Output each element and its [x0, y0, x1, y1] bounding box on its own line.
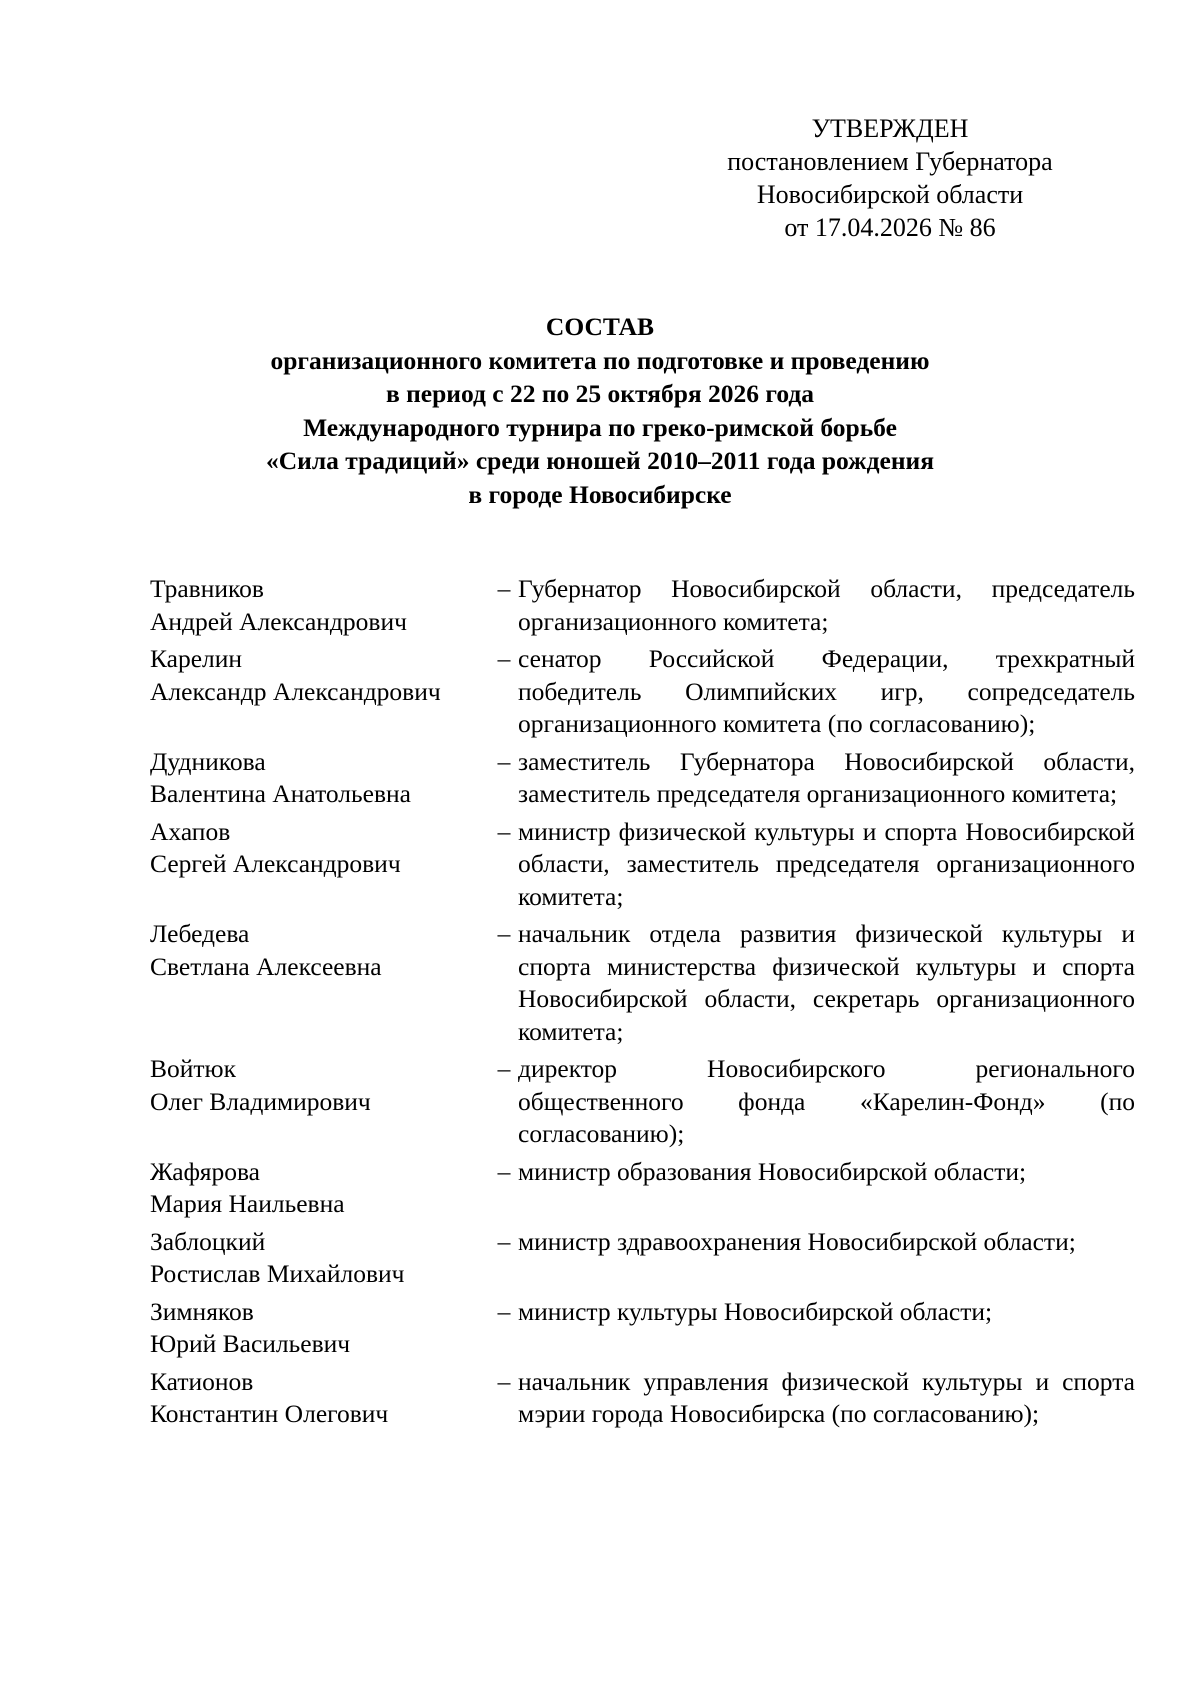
member-given-name: Олег Владимирович	[150, 1086, 371, 1116]
member-dash: –	[497, 1054, 511, 1083]
member-role: Губернатор Новосибирской области, председатель организационного комитета;	[518, 574, 1135, 636]
member-role: министр физической культуры и спорта Новосибирской области, заместитель председателя организационного комитета;	[518, 816, 1135, 911]
member-name	[150, 1156, 490, 1221]
member-row	[150, 573, 1140, 638]
member-surname: Катионов	[150, 1366, 254, 1396]
member-dash: –	[497, 1366, 511, 1396]
member-name	[150, 1296, 490, 1361]
member-dash: –	[497, 1296, 511, 1326]
approval-heading: УТВЕРЖДЕН	[811, 114, 969, 143]
member-surname: Лебедева	[150, 919, 250, 948]
member-surname: Карелин	[150, 644, 243, 673]
member-row	[150, 1366, 1140, 1431]
member-dash: –	[497, 1156, 511, 1186]
member-given-name: Ростислав Михайлович	[150, 1259, 405, 1288]
member-dash: –	[497, 816, 511, 846]
member-given-name: Юрий Васильевич	[150, 1329, 351, 1358]
member-given-name: Александр Александрович	[150, 676, 441, 706]
member-role: министр образования Новосибирской области;	[518, 1156, 1027, 1186]
title-heading: СОСТАВ	[545, 312, 655, 341]
member-name	[150, 643, 490, 741]
member-row	[150, 816, 1140, 914]
member-surname: Ахапов	[150, 816, 231, 846]
member-dash: –	[497, 746, 511, 776]
title-line: Международного турнира по греко-римской борьбе	[303, 412, 897, 442]
member-name	[150, 918, 490, 1048]
member-role: сенатор Российской Федерации, трехкратный победитель Олимпийских игр, сопредседатель организационного комитета (по согласованию);	[518, 644, 1135, 738]
approval-date-number: от 17.04.2026 № 86	[784, 213, 996, 242]
member-name	[150, 573, 490, 638]
title-line: организационного комитета по подготовке и проведению	[270, 345, 930, 375]
member-name	[150, 1053, 490, 1151]
member-given-name: Мария Наильевна	[150, 1189, 345, 1218]
member-row	[150, 1226, 1140, 1291]
member-row	[150, 1053, 1140, 1151]
member-name	[150, 1226, 490, 1291]
member-surname: Войтюк	[150, 1054, 236, 1083]
member-row	[150, 918, 1140, 1048]
member-name	[150, 816, 490, 914]
member-row	[150, 1296, 1140, 1361]
document-title	[150, 310, 1050, 511]
approval-region: Новосибирской области	[756, 180, 1024, 209]
member-name	[150, 746, 490, 811]
member-role: начальник управления физической культуры и спорта мэрии города Новосибирска (по согласованию);	[518, 1366, 1135, 1428]
member-role: заместитель Губернатора Новосибирской области, заместитель председателя организационного комитета;	[518, 746, 1135, 808]
member-surname: Зимняков	[150, 1296, 254, 1326]
member-surname: Жафярова	[150, 1156, 260, 1186]
member-given-name: Константин Олегович	[150, 1399, 389, 1428]
title-line: в период с 22 по 25 октября 2026 года	[385, 379, 815, 408]
member-dash: –	[497, 574, 511, 603]
member-row	[150, 643, 1140, 741]
member-given-name: Андрей Александрович	[150, 606, 407, 636]
member-role: министр здравоохранения Новосибирской области;	[518, 1226, 1076, 1256]
member-name	[150, 1366, 490, 1431]
member-dash: –	[497, 1226, 511, 1256]
member-dash: –	[497, 919, 511, 948]
approval-stamp	[700, 112, 1080, 244]
member-row	[150, 746, 1140, 811]
member-role: начальник отдела развития физической культуры и спорта министерства физической культуры и спорта Новосибирской области, секретарь организационного комитета;	[518, 919, 1135, 1046]
member-given-name: Сергей Александрович	[150, 849, 401, 878]
member-given-name: Светлана Алексеевна	[150, 951, 382, 981]
member-role: министр культуры Новосибирской области;	[518, 1296, 993, 1326]
title-line: «Сила традиций» среди юношей 2010–2011 года рождения	[265, 446, 935, 475]
approval-decree: постановлением Губернатора	[727, 147, 1053, 176]
title-line: в городе Новосибирске	[468, 479, 732, 509]
committee-members-list	[150, 573, 1140, 1436]
member-surname: Травников	[150, 574, 264, 603]
member-surname: Заблоцкий	[150, 1226, 266, 1256]
member-given-name: Валентина Анатольевна	[150, 779, 411, 808]
member-dash: –	[497, 644, 511, 673]
member-row	[150, 1156, 1140, 1221]
member-surname: Дудникова	[150, 746, 266, 776]
member-role: директор Новосибирского регионального общественного фонда «Карелин-Фонд» (по согласованию);	[518, 1054, 1135, 1148]
